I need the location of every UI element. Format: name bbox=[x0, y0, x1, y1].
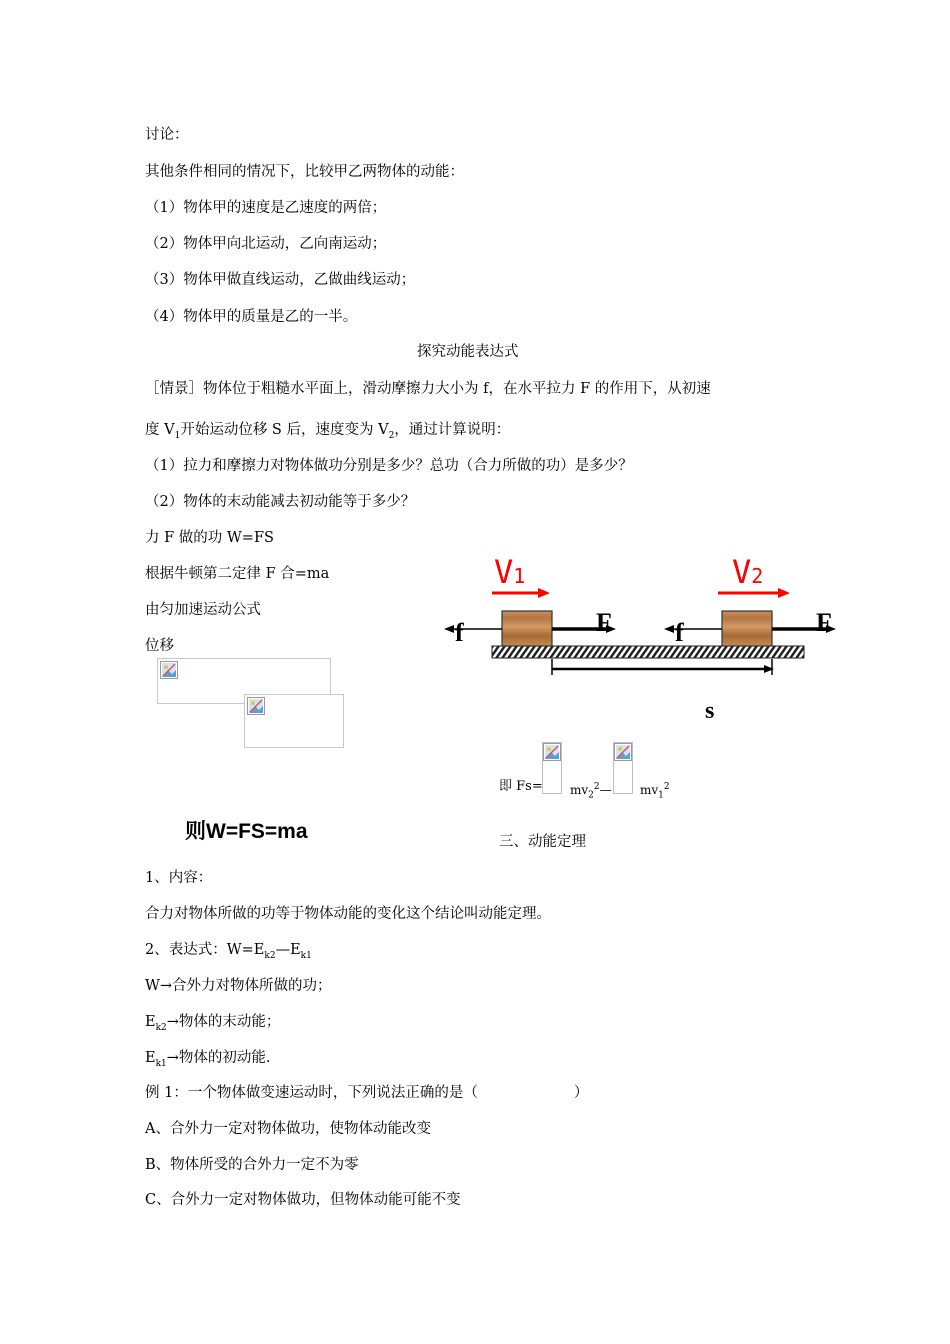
friction-label-start: f bbox=[455, 618, 464, 647]
question-1: （1）拉力和摩擦力对物体做功分别是多少？总功（合力所做的功）是多少？ bbox=[145, 458, 633, 474]
example-option-a: A、合外力一定对物体做功，使物体动能改变 bbox=[145, 1121, 431, 1137]
explore-heading: 探究动能表达式 bbox=[417, 344, 519, 360]
v1-arrowhead bbox=[538, 588, 550, 598]
theorem-w-desc: W→合外力对物体所做的功； bbox=[145, 978, 332, 994]
discussion-item-2: （2）物体甲向北运动，乙向南运动； bbox=[145, 236, 387, 252]
broken-image-icon bbox=[543, 743, 561, 761]
formula-image-placeholder bbox=[244, 694, 344, 748]
discussion-item-3: （3）物体甲做直线运动，乙做曲线运动； bbox=[145, 272, 416, 288]
displacement-label: 位移 bbox=[145, 638, 174, 654]
fs-prefix: 即 Fs= bbox=[499, 779, 543, 794]
work-result: 则W=FS=ma bbox=[185, 820, 308, 843]
kinematics-formula: 由匀加速运动公式 bbox=[145, 602, 261, 618]
friction-label-end: f bbox=[675, 618, 684, 647]
rough-ground bbox=[492, 646, 804, 658]
theorem-content-label: 1、内容： bbox=[145, 870, 213, 886]
theorem-ek1-desc: $E_{k1}\to$物体的初动能. bbox=[145, 1050, 271, 1069]
broken-image-icon bbox=[247, 697, 265, 715]
wood-block-start bbox=[502, 611, 552, 646]
fs-mv2-term: $mv_2^2—$ bbox=[570, 782, 612, 801]
discussion-item-1: （1）物体甲的速度是乙速度的两倍； bbox=[145, 200, 387, 216]
fraction-image-placeholder bbox=[613, 742, 633, 794]
wood-block-end bbox=[722, 611, 772, 646]
physics-diagram bbox=[430, 545, 850, 730]
friction-arrowhead-start bbox=[444, 625, 454, 633]
displacement-s-label: s bbox=[705, 698, 715, 724]
work-formula: 力 F 做的功 W=FS bbox=[145, 530, 274, 546]
example-option-b: B、物体所受的合外力一定不为零 bbox=[145, 1157, 359, 1173]
discussion-item-4: （4）物体甲的质量是乙的一半。 bbox=[145, 309, 358, 325]
question-2: （2）物体的末动能减去初动能等于多少？ bbox=[145, 494, 416, 510]
force-label-end: F bbox=[816, 608, 832, 637]
v1-label: V1 bbox=[494, 553, 526, 591]
discussion-intro: 其他条件相同的情况下，比较甲乙两物体的动能： bbox=[145, 164, 464, 180]
discussion-title: 讨论： bbox=[145, 127, 189, 143]
theorem-content: 合力对物体所做的功等于物体动能的变化这个结论叫动能定理。 bbox=[145, 906, 551, 922]
theorem-expression: 2、表达式：$W=E_{k2}—E_{k1}$ bbox=[145, 942, 312, 961]
fraction-image-placeholder bbox=[542, 742, 562, 794]
friction-arrowhead-end bbox=[664, 625, 674, 633]
newton-law: 根据牛顿第二定律 F 合=ma bbox=[145, 566, 330, 582]
force-label-start: F bbox=[596, 608, 612, 637]
example-option-c: C、合外力一定对物体做功，但物体动能可能不变 bbox=[145, 1192, 461, 1208]
v2-label: V2 bbox=[732, 553, 764, 591]
broken-image-icon bbox=[160, 661, 178, 679]
theorem-ek2-desc: $E_{k2}\to$物体的末动能； bbox=[145, 1014, 281, 1033]
theorem-heading: 三、动能定理 bbox=[499, 834, 586, 850]
v2-arrowhead bbox=[778, 588, 790, 598]
fs-mv1-term: $mv_1^2$ bbox=[640, 782, 670, 801]
example-question: 例 1：一个物体做变速运动时，下列说法正确的是（ ） bbox=[145, 1085, 589, 1101]
broken-image-icon bbox=[614, 743, 632, 761]
scene-line-2: 度 $V_1$开始运动位移 S 后，速度变为 $V_2$，通过计算说明： bbox=[145, 422, 511, 441]
scene-line-1: ［情景］物体位于粗糙水平面上，滑动摩擦力大小为 f，在水平拉力 F 的作用下，从初速 bbox=[145, 381, 711, 397]
